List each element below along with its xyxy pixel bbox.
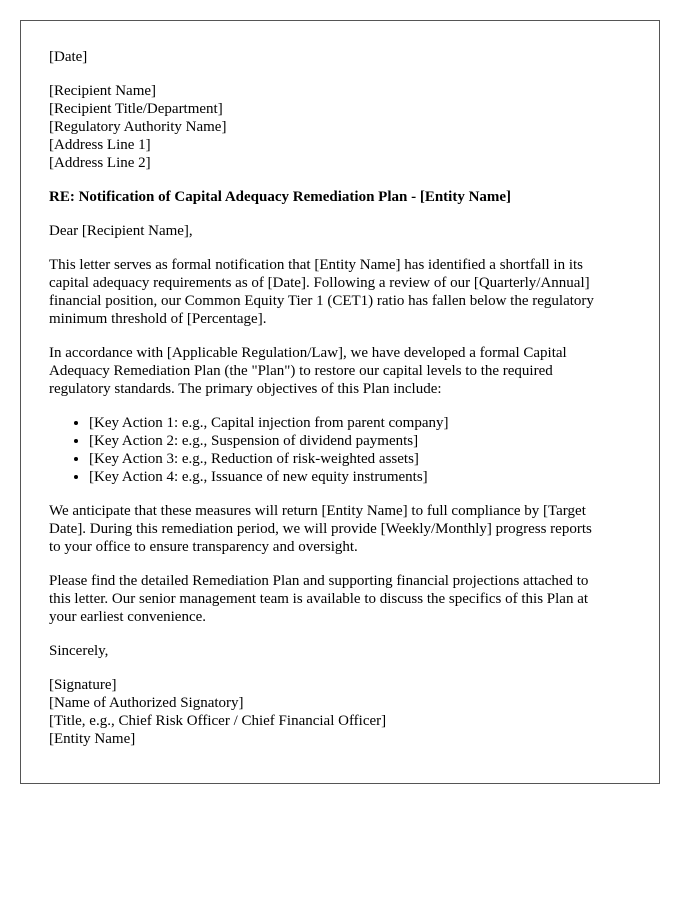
list-item: • [Key Action 3: e.g., Reduction of risk-weighted assets] [89,450,639,468]
letter-frame [20,20,660,784]
paragraph-line: Date]. During this remediation period, we will provide [Weekly/Monthly] progress reports [49,521,592,537]
paragraph-line: We anticipate that these measures will return [Entity Name] to full compliance by [Target [49,503,586,519]
paragraph-line: Please find the detailed Remediation Plan and supporting financial projections attached to [49,573,589,589]
address-line-1: [Address Line 1] [49,137,151,153]
signatory-name: [Name of Authorized Signatory] [49,695,244,711]
paragraph-line: Adequacy Remediation Plan (the "Plan") to restore our capital levels to the required [49,363,553,379]
subject-line: RE: Notification of Capital Adequacy Remediation Plan - [Entity Name] [49,189,512,205]
key-actions-list [49,414,639,486]
subject-block [49,188,639,206]
salutation-block [49,222,639,240]
regulatory-authority: [Regulatory Authority Name] [49,119,227,135]
paragraph-line: minimum threshold of [Percentage]. [49,311,267,327]
letter-date: [Date] [49,49,88,65]
closing-block [49,642,639,660]
recipient-name: [Recipient Name] [49,83,157,99]
list-item: • [Key Action 1: e.g., Capital injection from parent company] [89,414,639,432]
paragraph-line: your earliest convenience. [49,609,207,625]
recipient-address-block [49,82,639,172]
paragraph-plan-intro [49,344,639,398]
letter-body [49,48,639,764]
closing: Sincerely, [49,643,109,659]
paragraph-line: regulatory standards. The primary objectives of this Plan include: [49,381,442,397]
date-block [49,48,639,66]
salutation: Dear [Recipient Name], [49,223,193,239]
paragraph-line: capital adequacy requirements as of [Date]. Following a review of our [Quarterly/Annual] [49,275,590,291]
signature-block [49,676,639,748]
paragraph-line: This letter serves as formal notification that [Entity Name] has identified a shortfall in its [49,257,584,273]
paragraph-line: financial position, our Common Equity Tier 1 (CET1) ratio has fallen below the regulatory [49,293,594,309]
paragraph-line: this letter. Our senior management team is available to discuss the specifics of this Plan at [49,591,589,607]
address-line-2: [Address Line 2] [49,155,151,171]
list-item: • [Key Action 2: e.g., Suspension of dividend payments] [89,432,639,450]
signatory-entity: [Entity Name] [49,731,136,747]
paragraph-line: to your office to ensure transparency and oversight. [49,539,358,555]
recipient-title: [Recipient Title/Department] [49,101,223,117]
signatory-title: [Title, e.g., Chief Risk Officer / Chief Financial Officer] [49,713,387,729]
paragraph-compliance [49,502,639,556]
list-item: • [Key Action 4: e.g., Issuance of new equity instruments] [89,468,639,486]
paragraph-attachments [49,572,639,626]
signature-placeholder: [Signature] [49,677,117,693]
paragraph-notification [49,256,639,328]
paragraph-line: In accordance with [Applicable Regulation/Law], we have developed a formal Capital [49,345,567,361]
